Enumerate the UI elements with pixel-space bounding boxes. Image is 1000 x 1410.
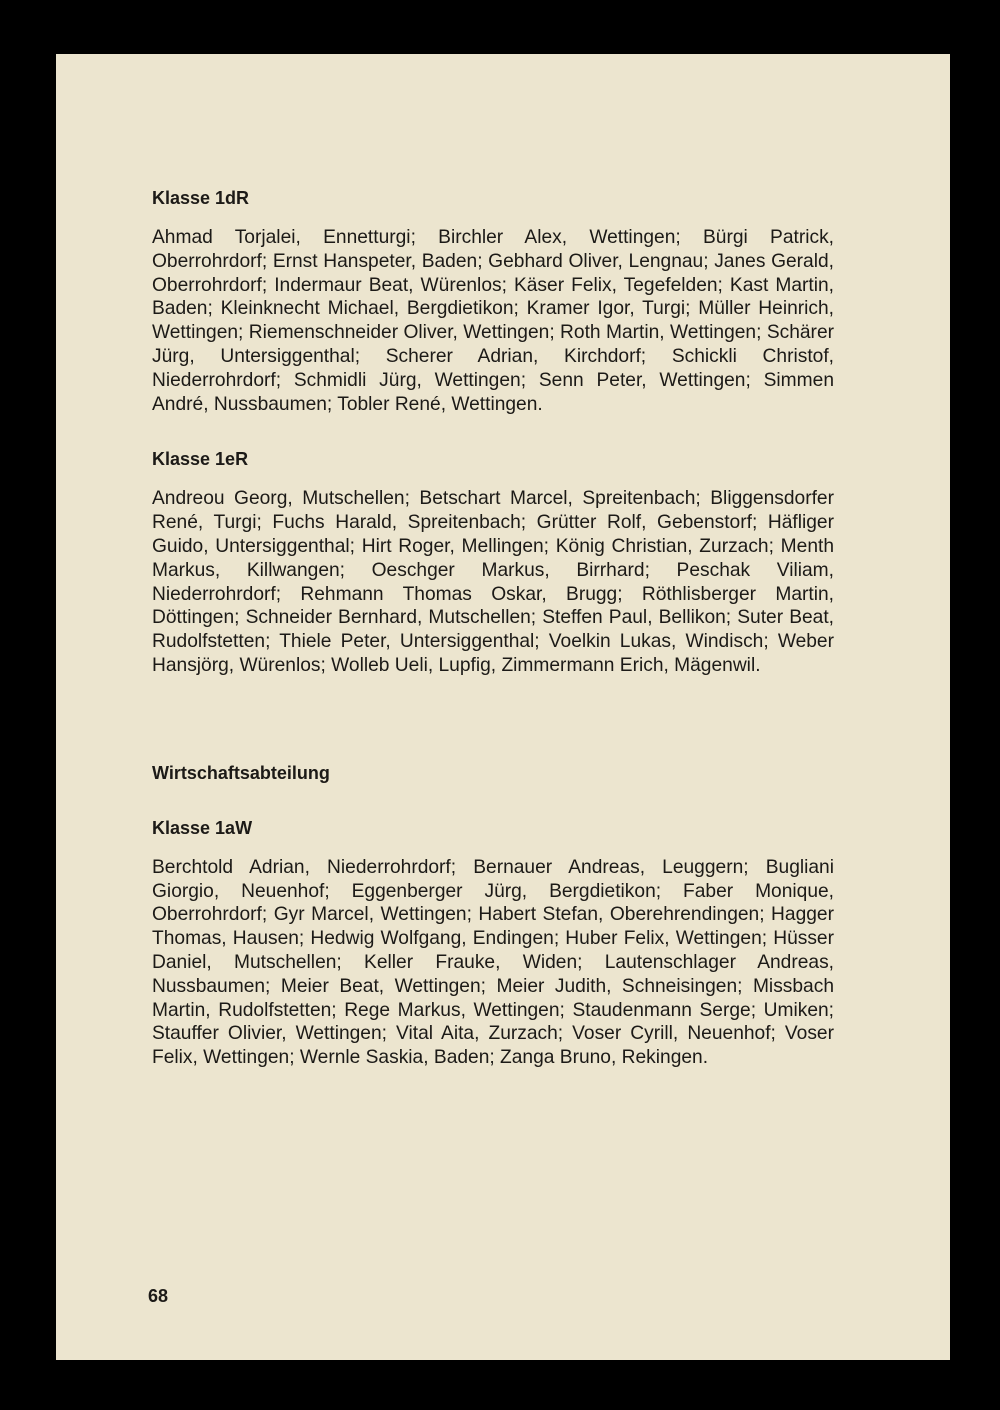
student-list-klasse-1aw: Berchtold Adrian, Niederrohrdorf; Bernauer Andreas, Leuggern; Bugliani Giorgio, Neuenhof; Eggenberger Jürg, Bergdietikon; Faber Monique, Oberrohrdorf; Gyr Marcel, Wettingen; Habert Stefan, Oberehrendingen; Hagger Thomas, Hausen; Hedwig Wolfgang, Endingen; Huber Felix, Wettingen; Hüsser Daniel, Mutschellen; Keller Frauke, Widen; Lautenschlager Andreas, Nussbaumen; Meier Beat, Wettingen; Meier Judith, Schneisingen; Missbach Martin, Rudolfstetten; Rege Markus, Wettingen; Staudenmann Serge; Umiken; Stauffer Olivier, Wettingen; Vital Aita, Zurzach; Voser Cyrill, Neuenhof; Voser Felix, Wettingen; Wernle Saskia, Baden; Zanga Bruno, Rekingen. <box>152 856 834 1069</box>
student-list-klasse-1dr: Ahmad Torjalei, Ennetturgi; Birchler Alex, Wettingen; Bürgi Patrick, Oberrohrdorf; Ernst Hanspeter, Baden; Gebhard Oliver, Lengnau; Janes Gerald, Oberrohrdorf; Indermaur Beat, Würenlos; Käser Felix, Tegefelden; Kast Martin, Baden; Kleinknecht Michael, Bergdietikon; Kramer Igor, Turgi; Müller Heinrich, Wettingen; Riemenschneider Oliver, Wettingen; Roth Martin, Wettingen; Schärer Jürg, Untersiggenthal; Scherer Adrian, Kirchdorf; Schickli Christof, Niederrohrdorf; Schmidli Jürg, Wettingen; Senn Peter, Wettingen; Simmen André, Nussbaumen; Tobler René, Wettingen. <box>152 227 834 415</box>
document-page <box>56 54 950 1360</box>
heading-klasse-1dr: Klasse 1dR <box>152 188 250 208</box>
heading-klasse-1aw: Klasse 1aW <box>152 817 253 838</box>
page-content <box>152 186 834 1070</box>
heading-wirtschaftsabteilung: Wirtschaftsabteilung <box>152 762 330 783</box>
student-list-klasse-1er: Andreou Georg, Mutschellen; Betschart Marcel, Spreitenbach; Bliggensdorfer René, Turgi; Fuchs Harald, Spreitenbach; Grütter Rolf, Gebenstorf; Häfliger Guido, Untersiggenthal; Hirt Roger, Mellingen; König Christian, Zurzach; Menth Markus, Killwangen; Oeschger Markus, Birrhard; Peschak Viliam, Niederrohrdorf; Rehmann Thomas Oskar, Brugg; Röthlisberger Martin, Döttingen; Schneider Bernhard, Mutschellen; Steffen Paul, Bellikon; Suter Beat, Rudolfstetten; Thiele Peter, Untersiggenthal; Voelkin Lukas, Windisch; Weber Hansjörg, Würenlos; Wolleb Ueli, Lupfig, Zimmermann Erich, Mägenwil. <box>152 488 834 676</box>
page-number: 68 <box>148 1286 169 1306</box>
heading-klasse-1er: Klasse 1eR <box>152 449 249 470</box>
